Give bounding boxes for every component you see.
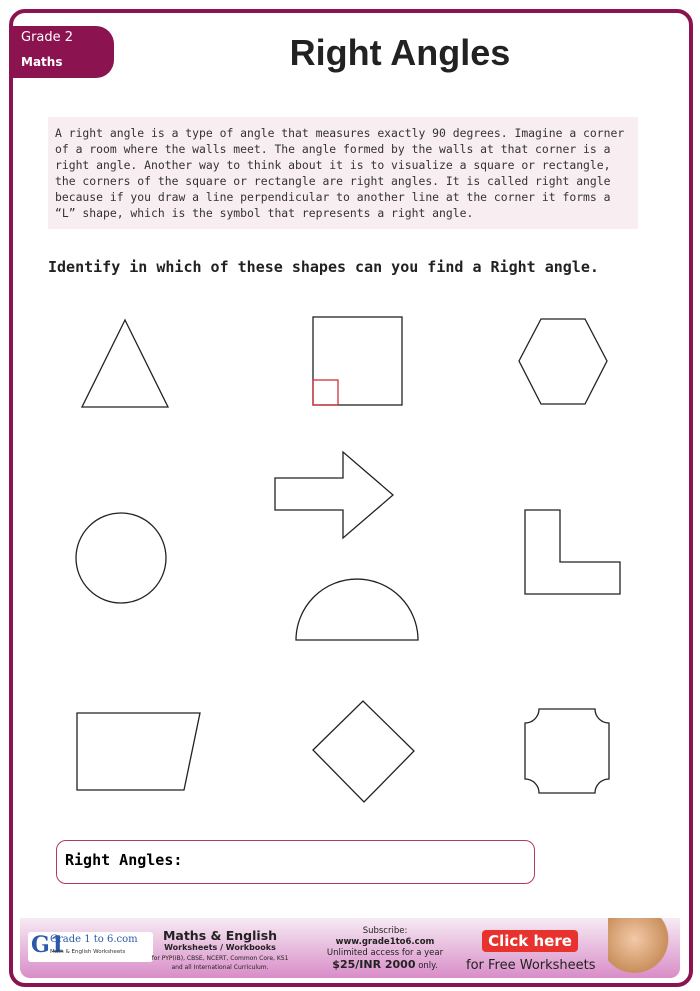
triangle-shape [82,320,168,407]
price-suffix: only. [418,961,438,971]
free-worksheets-link[interactable]: for Free Worksheets [466,958,596,973]
circle-shape [76,513,166,603]
semicircle-shape [296,579,418,640]
concave-corner-shape [525,709,609,793]
subscribe-info [315,926,455,972]
site-url[interactable]: www.grade1to6.com [335,937,435,947]
price: $25/INR 2000 [332,958,416,971]
promo-subheading: Worksheets / Workbooks [164,943,276,952]
hexagon-shape [519,319,607,404]
subject-label: Maths [21,55,63,69]
promo-info [150,928,290,972]
right-angle-mark [313,380,338,405]
diamond-shape [313,701,414,802]
answer-field[interactable] [56,840,535,884]
logo-subtitle: Math & English Worksheets [50,949,126,955]
promo-curricula: for PYP(IB), CBSE, NCERT, Common Core, KS1 and all International Curriculum. [151,955,289,971]
square-shape [313,317,402,405]
question: Identify in which of these shapes can you find a Right angle. [48,258,599,276]
click-here-button[interactable]: Click here [482,930,578,952]
grade-label: Grade 2 [21,30,74,45]
footer-banner [20,918,680,978]
l-shape [525,510,620,594]
trapezoid-shape [77,713,200,790]
promo-heading: Maths & English [162,928,278,943]
arrow-shape [275,452,393,538]
site-logo[interactable] [28,932,153,962]
intro-text: A right angle is a type of angle that measures exactly 90 degrees. Imagine a corner of a room where the walls meet. The angle formed by the walls at that corner is a right angle. Another way to think about it is to visualize a square or rectangle, the corners of the square or rectangle are right angles. It is called right angle because if you draw a line perpendicular to another line at the corner it forms a “L” shape, which is the symbol that represents a right angle. [48,117,638,229]
page-title: Right Angles [289,32,511,73]
promo-photo [608,918,674,978]
subscribe-label: Subscribe: [362,926,408,936]
answer-label: Right Angles: [65,851,183,869]
access-text: Unlimited access for a year [326,948,444,958]
logo-title: Grade 1 to 6.com [50,934,138,945]
logo-mark: G1 [31,932,66,958]
